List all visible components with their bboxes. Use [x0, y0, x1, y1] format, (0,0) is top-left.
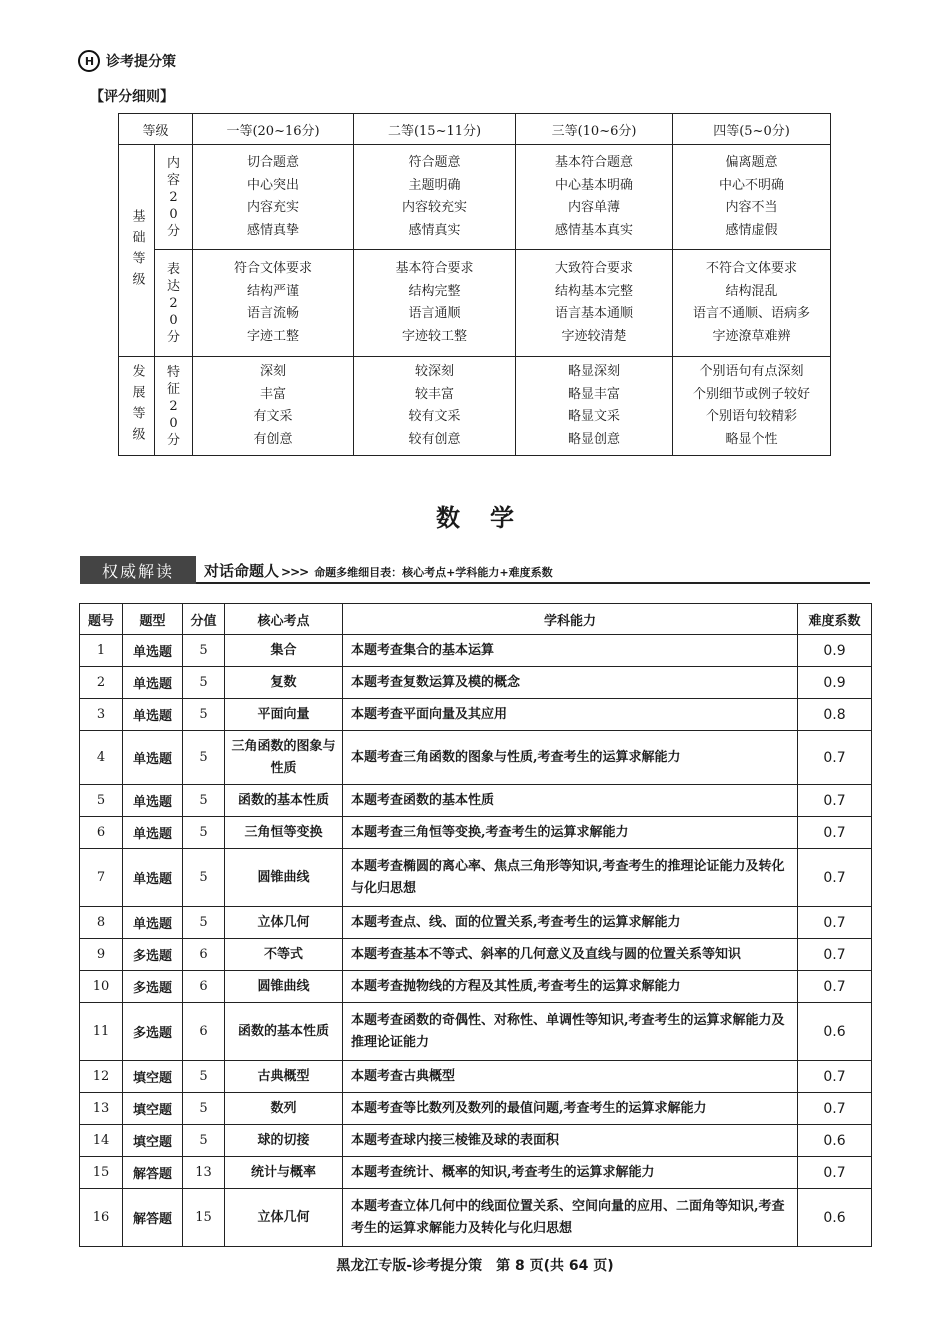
- exam-cell-ability: 本题考查集合的基本运算: [343, 635, 798, 667]
- exam-cell-type: 单选题: [123, 667, 183, 699]
- exam-cell-points: 5: [183, 817, 225, 849]
- exam-cell-points: 5: [183, 635, 225, 667]
- rubric-table: [118, 113, 831, 456]
- rubric-cell-line: 感情虚假: [725, 222, 778, 238]
- rubric-cell-line: 语言不通顺、语病多: [693, 306, 811, 321]
- rubric-cell-line: 偏离题意: [725, 155, 778, 170]
- exam-cell-topic: 不等式: [225, 939, 343, 971]
- rubric-cell-line: 个别语句有点深刻: [699, 364, 804, 379]
- exam-cell-difficulty: 0.8: [798, 699, 872, 731]
- exam-cell-topic: 三角恒等变换: [225, 817, 343, 849]
- exam-cell-topic: 集合: [225, 635, 343, 667]
- math-section-title: 数学: [436, 504, 544, 532]
- exam-cell-topic: 球的切接: [225, 1125, 343, 1157]
- rubric-row: [119, 145, 831, 250]
- exam-cell-no: 7: [80, 849, 123, 907]
- rubric-group-label: 发展等级: [119, 357, 155, 456]
- exam-cell-points: 15: [183, 1189, 225, 1247]
- exam-cell-no: 9: [80, 939, 123, 971]
- exam-cell-ability: 本题考查点、线、面的位置关系,考查考生的运算求解能力: [343, 907, 798, 939]
- exam-cell-difficulty: 0.7: [798, 785, 872, 817]
- rubric-cell-line: 切合题意: [247, 155, 300, 170]
- exam-row: [80, 785, 872, 817]
- rubric-cell: [193, 357, 354, 456]
- exam-header-difficulty: 难度系数: [798, 604, 872, 635]
- exam-row: [80, 1003, 872, 1061]
- exam-row: [80, 907, 872, 939]
- exam-row: [80, 939, 872, 971]
- rubric-cell-line: 中心基本明确: [555, 177, 634, 193]
- exam-cell-type: 单选题: [123, 699, 183, 731]
- rubric-cell-line: 主题明确: [408, 177, 461, 193]
- rubric-cell-line: 略显丰富: [568, 386, 621, 402]
- rubric-cell-line: 大致符合要求: [555, 261, 634, 276]
- exam-row: [80, 1093, 872, 1125]
- rubric-cell-line: 符合文体要求: [234, 261, 313, 276]
- exam-cell-no: 11: [80, 1003, 123, 1061]
- exam-row: [80, 1061, 872, 1093]
- exam-cell-ability: 本题考查球内接三棱锥及球的表面积: [343, 1125, 798, 1157]
- rubric-cell-line: 字迹较工整: [402, 328, 468, 344]
- rubric-cell-line: 有创意: [253, 431, 293, 447]
- rubric-group-label: 基础等级: [119, 145, 155, 357]
- exam-cell-difficulty: 0.6: [798, 1189, 872, 1247]
- exam-cell-topic: 统计与概率: [225, 1157, 343, 1189]
- exam-cell-type: 多选题: [123, 939, 183, 971]
- exam-cell-points: 6: [183, 971, 225, 1003]
- rubric-header-grade3: 三等(10~6分): [516, 114, 673, 145]
- exam-cell-points: 6: [183, 1003, 225, 1061]
- exam-cell-difficulty: 0.7: [798, 939, 872, 971]
- exam-cell-type: 单选题: [123, 849, 183, 907]
- rubric-cell-line: 个别语句较精彩: [706, 409, 798, 424]
- rubric-cell-line: 略显文采: [568, 409, 621, 424]
- rubric-cell-line: 深刻: [260, 364, 287, 379]
- exam-cell-type: 单选题: [123, 731, 183, 785]
- exam-cell-difficulty: 0.9: [798, 667, 872, 699]
- rubric-cell: [673, 145, 831, 250]
- exam-cell-points: 5: [183, 731, 225, 785]
- exam-cell-ability: 本题考查平面向量及其应用: [343, 699, 798, 731]
- exam-cell-difficulty: 0.7: [798, 1093, 872, 1125]
- exam-cell-topic: 立体几何: [225, 1189, 343, 1247]
- banner-rule: [80, 582, 870, 584]
- exam-cell-points: 5: [183, 667, 225, 699]
- exam-cell-ability: 本题考查三角函数的图象与性质,考查考生的运算求解能力: [343, 731, 798, 785]
- rubric-cell-line: 较丰富: [415, 386, 455, 402]
- exam-cell-difficulty: 0.9: [798, 635, 872, 667]
- exam-cell-ability: 本题考查抛物线的方程及其性质,考查考生的运算求解能力: [343, 971, 798, 1003]
- rubric-cell: [354, 250, 516, 357]
- exam-cell-points: 5: [183, 699, 225, 731]
- exam-breakdown-table: [79, 603, 872, 1247]
- rubric-cell-line: 基本符合要求: [395, 261, 474, 276]
- rubric-cell-line: 中心不明确: [719, 177, 785, 193]
- rubric-cell-line: 内容较充实: [402, 200, 468, 215]
- exam-row: [80, 1157, 872, 1189]
- exam-cell-difficulty: 0.7: [798, 731, 872, 785]
- exam-header-type: 题型: [123, 604, 183, 635]
- rubric-row: [119, 357, 831, 456]
- rubric-cell-line: 字迹较清楚: [561, 328, 627, 344]
- brand-logo-icon: H: [78, 50, 100, 72]
- page-footer: 黑龙江专版-诊考提分策 第 8 页(共 64 页): [336, 1258, 614, 1274]
- rubric-cell-line: 较有创意: [408, 431, 461, 447]
- exam-cell-topic: 三角函数的图象与性质: [225, 731, 343, 785]
- exam-row: [80, 849, 872, 907]
- exam-cell-ability: 本题考查三角恒等变换,考查考生的运算求解能力: [343, 817, 798, 849]
- exam-cell-type: 单选题: [123, 907, 183, 939]
- exam-cell-no: 14: [80, 1125, 123, 1157]
- exam-cell-ability: 本题考查基本不等式、斜率的几何意义及直线与圆的位置关系等知识: [343, 939, 798, 971]
- exam-header-row: [80, 604, 872, 635]
- exam-cell-no: 4: [80, 731, 123, 785]
- exam-cell-topic: 数列: [225, 1093, 343, 1125]
- rubric-cell-line: 内容不当: [725, 200, 778, 215]
- exam-cell-type: 解答题: [123, 1189, 183, 1247]
- rubric-subcategory-label: 表达20分: [155, 250, 193, 357]
- rubric-cell-line: 内容单薄: [568, 200, 621, 215]
- exam-cell-type: 单选题: [123, 635, 183, 667]
- exam-cell-type: 单选题: [123, 817, 183, 849]
- banner-subtitle: [204, 560, 553, 581]
- banner-label: 权威解读: [80, 556, 196, 584]
- exam-cell-no: 15: [80, 1157, 123, 1189]
- exam-row: [80, 635, 872, 667]
- exam-row: [80, 699, 872, 731]
- exam-cell-points: 5: [183, 1125, 225, 1157]
- rubric-cell-line: 感情真挚: [247, 222, 300, 238]
- exam-cell-ability: 本题考查等比数列及数列的最值问题,考查考生的运算求解能力: [343, 1093, 798, 1125]
- exam-cell-no: 10: [80, 971, 123, 1003]
- rubric-cell-line: 感情基本真实: [555, 222, 634, 238]
- rubric-cell: [516, 145, 673, 250]
- exam-row: [80, 971, 872, 1003]
- rubric-subcategory-label: 特征20分: [155, 357, 193, 456]
- rubric-title: 【评分细则】: [90, 89, 174, 105]
- rubric-cell-line: 较深刻: [415, 364, 455, 379]
- exam-cell-points: 6: [183, 939, 225, 971]
- rubric-cell-line: 结构基本完整: [555, 283, 634, 299]
- exam-cell-difficulty: 0.7: [798, 971, 872, 1003]
- exam-cell-topic: 圆锥曲线: [225, 849, 343, 907]
- exam-cell-points: 5: [183, 1093, 225, 1125]
- exam-cell-ability: 本题考查函数的基本性质: [343, 785, 798, 817]
- rubric-cell-line: 不符合文体要求: [706, 261, 798, 276]
- exam-cell-difficulty: 0.7: [798, 817, 872, 849]
- rubric-subcategory-label: 内容20分: [155, 145, 193, 250]
- exam-cell-type: 填空题: [123, 1125, 183, 1157]
- rubric-cell-line: 略显深刻: [568, 364, 621, 379]
- rubric-cell: [354, 145, 516, 250]
- rubric-cell: [673, 357, 831, 456]
- exam-cell-type: 填空题: [123, 1061, 183, 1093]
- rubric-cell-line: 结构严谨: [247, 283, 300, 299]
- exam-cell-difficulty: 0.7: [798, 907, 872, 939]
- rubric-header-grade1: 一等(20~16分): [193, 114, 354, 145]
- banner-description: 命题多维细目表：核心考点+学科能力+难度系数: [314, 566, 553, 579]
- exam-cell-points: 5: [183, 785, 225, 817]
- exam-cell-difficulty: 0.7: [798, 849, 872, 907]
- exam-cell-ability: 本题考查函数的奇偶性、对称性、单调性等知识,考查考生的运算求解能力及推理论证能力: [343, 1003, 798, 1061]
- rubric-cell-line: 基本符合题意: [555, 155, 634, 170]
- rubric-cell-line: 丰富: [260, 386, 287, 402]
- exam-cell-ability: 本题考查统计、概率的知识,考查考生的运算求解能力: [343, 1157, 798, 1189]
- exam-cell-topic: 圆锥曲线: [225, 971, 343, 1003]
- exam-cell-points: 5: [183, 907, 225, 939]
- exam-cell-no: 6: [80, 817, 123, 849]
- exam-row: [80, 731, 872, 785]
- rubric-cell-line: 内容充实: [247, 200, 300, 215]
- banner-subtitle-text: 对话命题人: [204, 562, 280, 580]
- rubric-cell-line: 较有文采: [408, 409, 461, 424]
- rubric-header-row: [119, 114, 831, 145]
- exam-cell-points: 5: [183, 849, 225, 907]
- exam-cell-no: 13: [80, 1093, 123, 1125]
- rubric-header-grade2: 二等(15~11分): [354, 114, 516, 145]
- rubric-cell: [193, 250, 354, 357]
- rubric-cell-line: 有文采: [253, 409, 293, 424]
- rubric-cell: [516, 250, 673, 357]
- exam-cell-ability: 本题考查立体几何中的线面位置关系、空间向量的应用、二面角等知识,考查考生的运算求解能力及转化与化归思想: [343, 1189, 798, 1247]
- rubric-cell-line: 语言流畅: [247, 306, 300, 321]
- rubric-cell-line: 中心突出: [247, 177, 300, 193]
- rubric-cell: [516, 357, 673, 456]
- rubric-header-level: 等级: [119, 114, 193, 145]
- rubric-cell-line: 略显个性: [725, 431, 778, 447]
- rubric-cell-line: 略显创意: [568, 431, 621, 447]
- exam-cell-topic: 古典概型: [225, 1061, 343, 1093]
- rubric-cell-line: 符合题意: [408, 155, 461, 170]
- exam-cell-no: 12: [80, 1061, 123, 1093]
- exam-cell-no: 2: [80, 667, 123, 699]
- rubric-cell-line: 字迹工整: [247, 328, 300, 344]
- exam-cell-topic: 函数的基本性质: [225, 1003, 343, 1061]
- exam-cell-points: 5: [183, 1061, 225, 1093]
- exam-cell-difficulty: 0.7: [798, 1157, 872, 1189]
- exam-cell-no: 5: [80, 785, 123, 817]
- exam-header-no: 题号: [80, 604, 123, 635]
- exam-cell-type: 解答题: [123, 1157, 183, 1189]
- exam-cell-topic: 平面向量: [225, 699, 343, 731]
- exam-cell-ability: 本题考查椭圆的离心率、焦点三角形等知识,考查考生的推理论证能力及转化与化归思想: [343, 849, 798, 907]
- exam-header-topic: 核心考点: [225, 604, 343, 635]
- exam-row: [80, 667, 872, 699]
- rubric-cell-line: 语言通顺: [408, 306, 461, 321]
- exam-cell-type: 填空题: [123, 1093, 183, 1125]
- rubric-cell-line: 感情真实: [408, 222, 461, 238]
- rubric-row: [119, 250, 831, 357]
- exam-cell-topic: 立体几何: [225, 907, 343, 939]
- exam-cell-topic: 复数: [225, 667, 343, 699]
- exam-cell-no: 1: [80, 635, 123, 667]
- rubric-header-grade4: 四等(5~0分): [673, 114, 831, 145]
- exam-cell-difficulty: 0.6: [798, 1125, 872, 1157]
- section-banner: [80, 556, 870, 584]
- banner-arrows-icon: >>>: [281, 565, 309, 579]
- brand-title: 诊考提分策: [106, 54, 176, 70]
- exam-row: [80, 817, 872, 849]
- exam-cell-topic: 函数的基本性质: [225, 785, 343, 817]
- rubric-cell: [673, 250, 831, 357]
- exam-cell-no: 3: [80, 699, 123, 731]
- rubric-cell: [354, 357, 516, 456]
- rubric-cell-line: 个别细节或例子较好: [693, 386, 811, 402]
- rubric-cell-line: 结构混乱: [725, 283, 778, 299]
- exam-cell-no: 16: [80, 1189, 123, 1247]
- exam-cell-no: 8: [80, 907, 123, 939]
- exam-cell-type: 多选题: [123, 971, 183, 1003]
- rubric-cell-line: 结构完整: [408, 283, 461, 299]
- exam-row: [80, 1125, 872, 1157]
- exam-header-ability: 学科能力: [343, 604, 798, 635]
- brand-header: [78, 50, 176, 72]
- exam-cell-points: 13: [183, 1157, 225, 1189]
- rubric-cell-line: 语言基本通顺: [555, 306, 634, 321]
- exam-cell-type: 单选题: [123, 785, 183, 817]
- exam-cell-difficulty: 0.7: [798, 1061, 872, 1093]
- exam-header-points: 分值: [183, 604, 225, 635]
- exam-cell-type: 多选题: [123, 1003, 183, 1061]
- exam-cell-ability: 本题考查复数运算及模的概念: [343, 667, 798, 699]
- rubric-cell: [193, 145, 354, 250]
- exam-row: [80, 1189, 872, 1247]
- exam-cell-difficulty: 0.6: [798, 1003, 872, 1061]
- rubric-cell-line: 字迹潦草难辨: [712, 328, 791, 344]
- exam-cell-ability: 本题考查古典概型: [343, 1061, 798, 1093]
